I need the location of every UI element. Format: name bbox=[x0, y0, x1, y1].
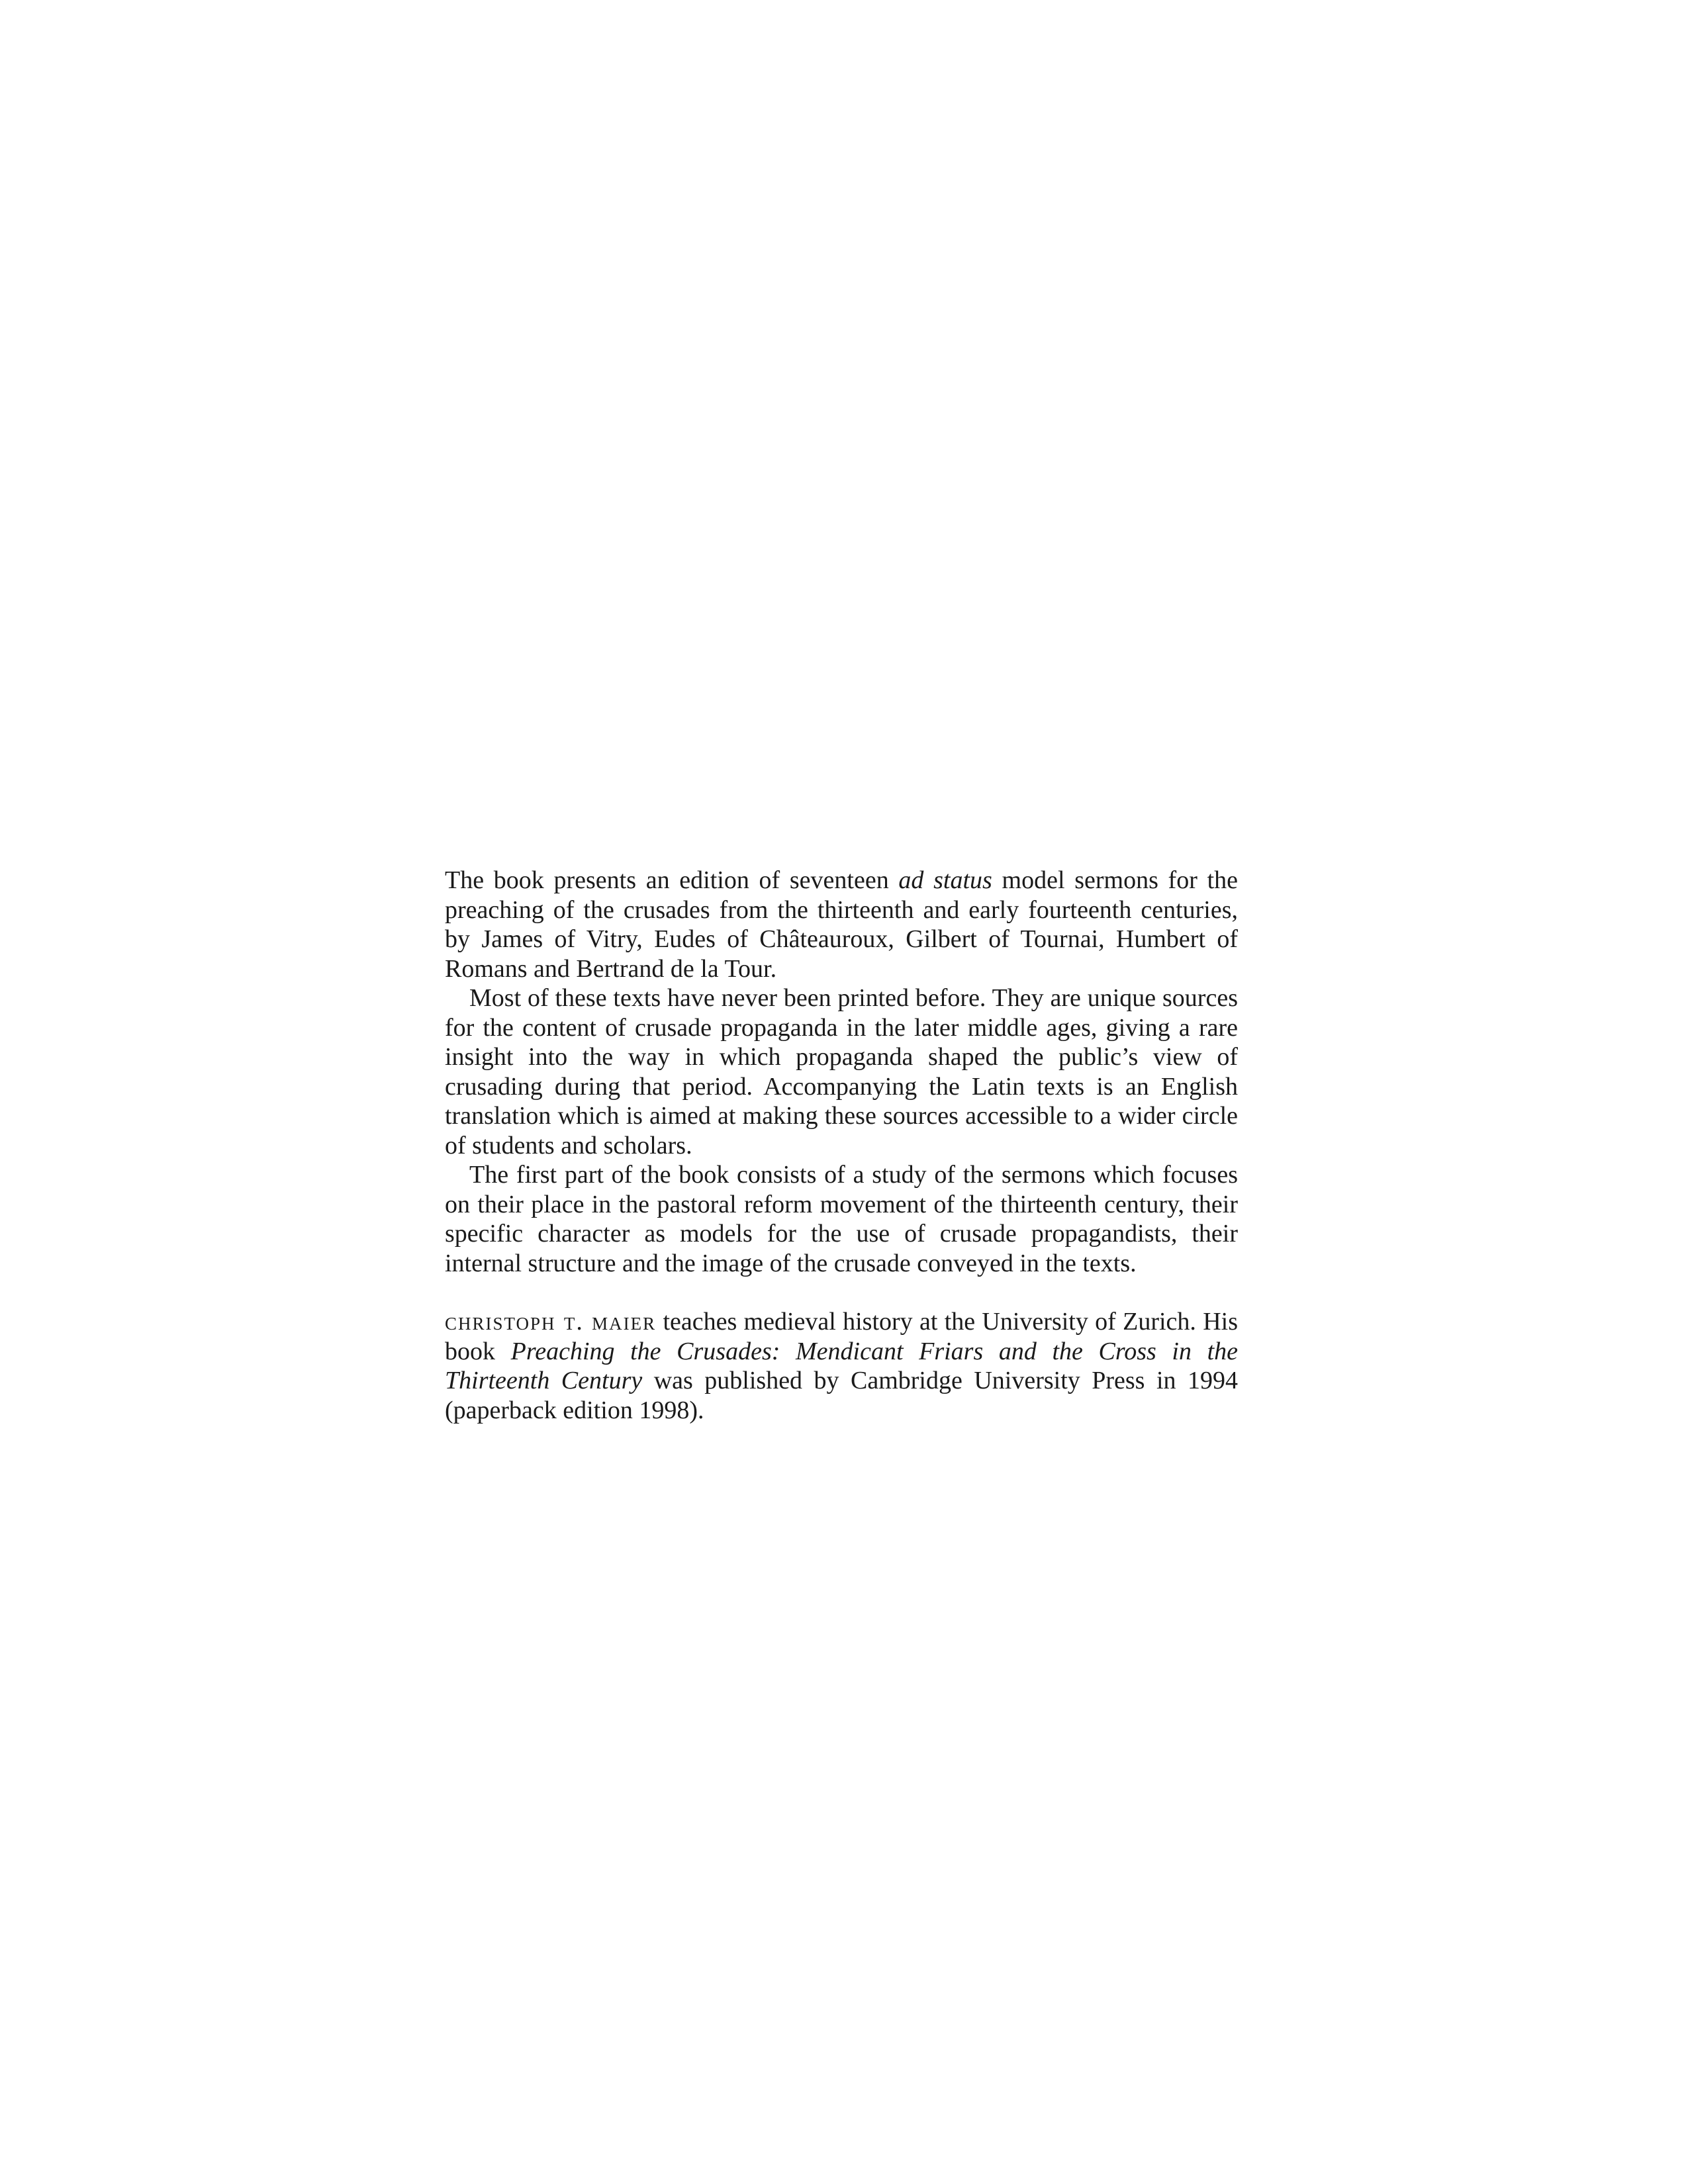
blurb-p1-text-start: The book presents an edition of seventeen bbox=[445, 866, 899, 894]
blurb-p1-italic-term: ad status bbox=[898, 866, 992, 894]
blurb-paragraph-3: The first part of the book consists of a study of the sermons which focuses on their place in the pastoral reform movement of the thirteenth century, their specific character as models for the use of crusade propagandists, their internal structure and the image of the crusade conveyed in the texts. bbox=[445, 1161, 1238, 1277]
author-bio bbox=[445, 1307, 1238, 1425]
blurb-paragraph-2: Most of these texts have never been printed before. They are unique sources for the content of crusade propaganda in the later middle ages, giving a rare insight into the way in which propaganda shaped the public’s view of crusading during that period. Accompanying the Latin texts is an English translation which is aimed at making these sources accessible to a wider circle of students and scholars. bbox=[445, 984, 1238, 1160]
author-name: christoph t. maier bbox=[445, 1308, 657, 1336]
blurb-p1-text-end: model sermons for the preaching of the crusades from the thirteenth and early fourteenth centuries, by James of Vitry, Eudes of Châteauroux, Gilbert of Tournai, Humbert of Romans and Bertrand de la Tour. bbox=[445, 866, 1238, 983]
back-cover-text bbox=[445, 866, 1238, 1425]
author-book-title: Preaching the Crusades: Mendicant Friars and the Cross in the Thirteenth Century bbox=[445, 1337, 1239, 1394]
author-bio-text-2: was published by Cambridge University Press in 1994 (paperback edition 1998). bbox=[445, 1367, 1238, 1424]
blurb-paragraph-1 bbox=[445, 866, 1238, 983]
author-bio-text-1: teaches medieval history at the University of Zurich. His book bbox=[445, 1308, 1238, 1365]
